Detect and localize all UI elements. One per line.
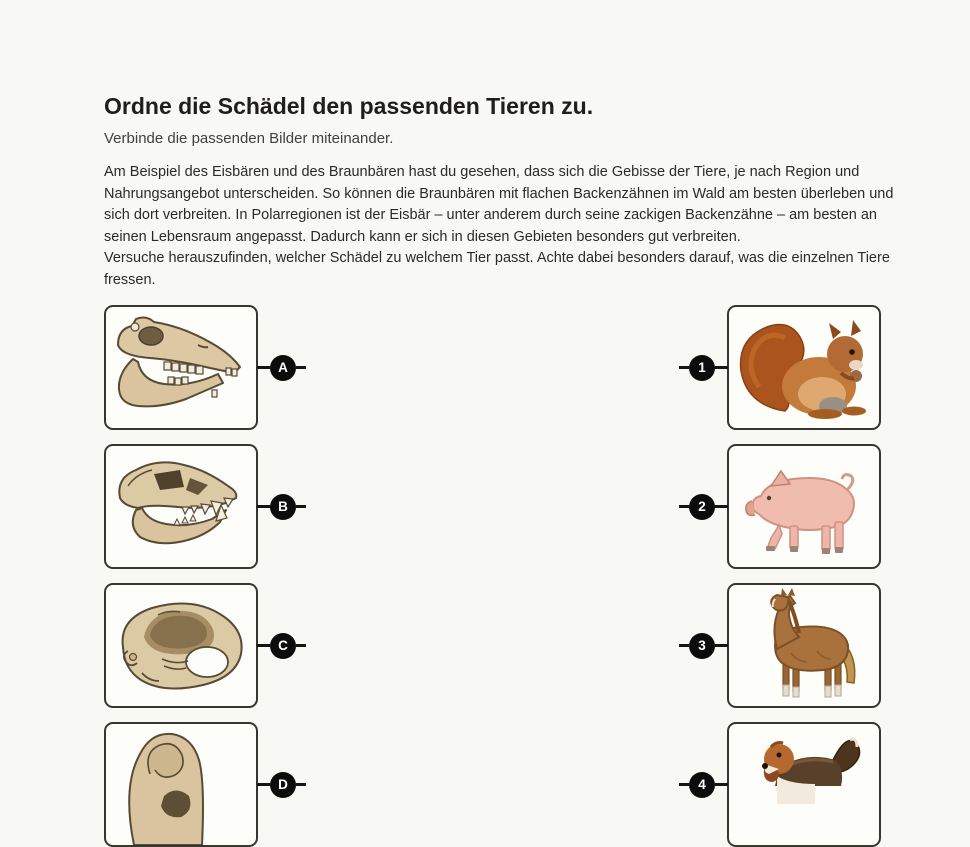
animal-card-3[interactable] xyxy=(698,583,881,708)
label-badge-2[interactable]: 2 xyxy=(689,494,715,520)
match-row-3 xyxy=(104,583,884,708)
connector-stub[interactable] xyxy=(679,366,689,369)
partial-skull-image xyxy=(106,724,256,845)
connector-stub[interactable] xyxy=(679,505,689,508)
rodent-skull-image xyxy=(106,585,256,706)
connector-4 xyxy=(679,772,728,798)
instructions-line: Am Beispiel des Eisbären und des Braunbären hast du gesehen, dass sich die Gebisse der Tiere, je nach Region und xyxy=(104,164,860,180)
connector-c xyxy=(257,633,306,659)
animal-card-4[interactable] xyxy=(698,722,881,847)
label-badge-b[interactable]: B xyxy=(270,494,296,520)
instructions-line: fressen. xyxy=(104,271,156,288)
connector-line xyxy=(715,505,728,508)
instructions-line: Versuche herauszufinden, welcher Schädel zu welchem Tier passt. Achte dabei besonders darauf, was die einzelnen Tiere xyxy=(104,250,890,266)
connector-stub[interactable] xyxy=(296,644,306,647)
connector-2 xyxy=(679,494,728,520)
connector-line xyxy=(715,366,728,369)
connector-stub[interactable] xyxy=(679,644,689,647)
match-row-4 xyxy=(104,722,884,847)
instructions-line: sich dort verbreiten. In Polarregionen ist der Eisbär – unter anderem durch seine zackigen Backenzähne – am besten an xyxy=(104,207,877,223)
connector-3 xyxy=(679,633,728,659)
match-row-1 xyxy=(104,305,884,430)
label-badge-d[interactable]: D xyxy=(270,772,296,798)
connector-stub[interactable] xyxy=(296,366,306,369)
connector-line xyxy=(257,783,270,786)
instructions-line: Nahrungsangebot unterscheiden. So können die Braunbären mit flachen Backenzähnen im Wald am besten überleben und xyxy=(104,185,894,202)
label-badge-3[interactable]: 3 xyxy=(689,633,715,659)
connector-1 xyxy=(679,355,728,381)
label-badge-4[interactable]: 4 xyxy=(689,772,715,798)
page-subtitle: Verbinde die passenden Bilder miteinander. xyxy=(104,130,394,147)
connector-a xyxy=(257,355,306,381)
label-badge-a[interactable]: A xyxy=(270,355,296,381)
connector-b xyxy=(257,494,306,520)
label-badge-1[interactable]: 1 xyxy=(689,355,715,381)
connector-line xyxy=(257,644,270,647)
animal-card-1[interactable] xyxy=(698,305,881,430)
connector-stub[interactable] xyxy=(679,783,689,786)
skull-card-a[interactable] xyxy=(104,305,288,430)
dog-image xyxy=(729,724,879,845)
instructions-line: seinen Lebensraum angepasst. Dadurch kann er sich in diesen Gebieten besonders gut verbreiten. xyxy=(104,228,741,245)
connector-d xyxy=(257,772,306,798)
connector-stub[interactable] xyxy=(296,783,306,786)
connector-stub[interactable] xyxy=(296,505,306,508)
page-title: Ordne die Schädel den passenden Tieren zu. xyxy=(104,93,594,119)
connector-line xyxy=(257,505,270,508)
connector-line xyxy=(257,366,270,369)
horse-skull-image xyxy=(106,307,256,428)
connector-line xyxy=(715,644,728,647)
skull-card-c[interactable] xyxy=(104,583,288,708)
skull-card-d[interactable] xyxy=(104,722,288,847)
skull-card-b[interactable] xyxy=(104,444,288,569)
squirrel-image xyxy=(729,307,879,428)
connector-line xyxy=(715,783,728,786)
pig-image xyxy=(729,446,879,567)
animal-card-2[interactable] xyxy=(698,444,881,569)
carnivore-skull-image xyxy=(106,446,256,567)
horse-image xyxy=(729,585,879,706)
match-row-2 xyxy=(104,444,884,569)
label-badge-c[interactable]: C xyxy=(270,633,296,659)
